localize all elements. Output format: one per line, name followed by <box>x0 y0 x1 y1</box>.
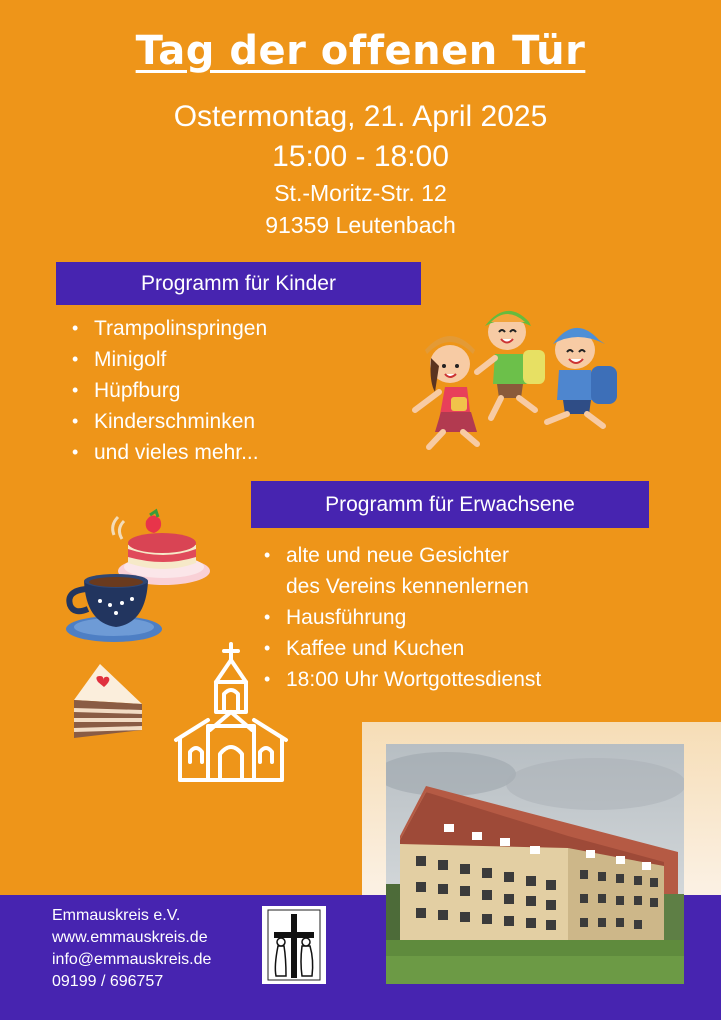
address-city: 91359 Leutenbach <box>265 212 456 238</box>
emmaus-logo <box>262 906 326 984</box>
list-item: des Vereins kennenlernen <box>286 575 529 598</box>
list-item: • Trampolinspringen <box>72 313 267 344</box>
org-name: Emmauskreis e.V. <box>52 907 181 924</box>
list-item: • Minigolf <box>72 344 267 375</box>
kids-program-heading: Programm für Kinder <box>56 262 421 305</box>
logo-drawing-icon <box>262 906 326 984</box>
event-time: 15:00 - 18:00 <box>272 140 449 173</box>
website-link[interactable]: www.emmauskreis.de <box>52 929 208 946</box>
adults-program-list <box>264 540 541 695</box>
list-item: • Hausführung <box>264 602 541 633</box>
kids-program-list <box>72 313 267 468</box>
list-item: • Kinderschminken <box>72 406 267 437</box>
children-illustration <box>405 292 630 457</box>
list-item: • Kaffee und Kuchen <box>264 633 541 664</box>
phone-number: 09199 / 696757 <box>52 973 164 990</box>
email-link[interactable]: info@emmauskreis.de <box>52 951 212 968</box>
list-item: • 18:00 Uhr Wortgottesdienst <box>264 664 541 695</box>
event-date: Ostermontag, 21. April 2025 <box>173 100 548 133</box>
list-item: • alte und neue Gesichter <box>264 540 541 571</box>
list-item: • und vieles mehr... <box>72 437 267 468</box>
cake-slice-icon <box>70 660 146 740</box>
church-icon <box>172 642 290 784</box>
building-photo <box>386 744 684 984</box>
adults-program-heading: Programm für Erwachsene <box>251 481 649 528</box>
list-item: • Hüpfburg <box>72 375 267 406</box>
page-title: Tag der offenen Tür <box>135 28 586 74</box>
footer-contact <box>52 905 211 993</box>
coffee-cup-icon <box>64 565 166 645</box>
address-street: St.-Moritz-Str. 12 <box>274 180 447 206</box>
